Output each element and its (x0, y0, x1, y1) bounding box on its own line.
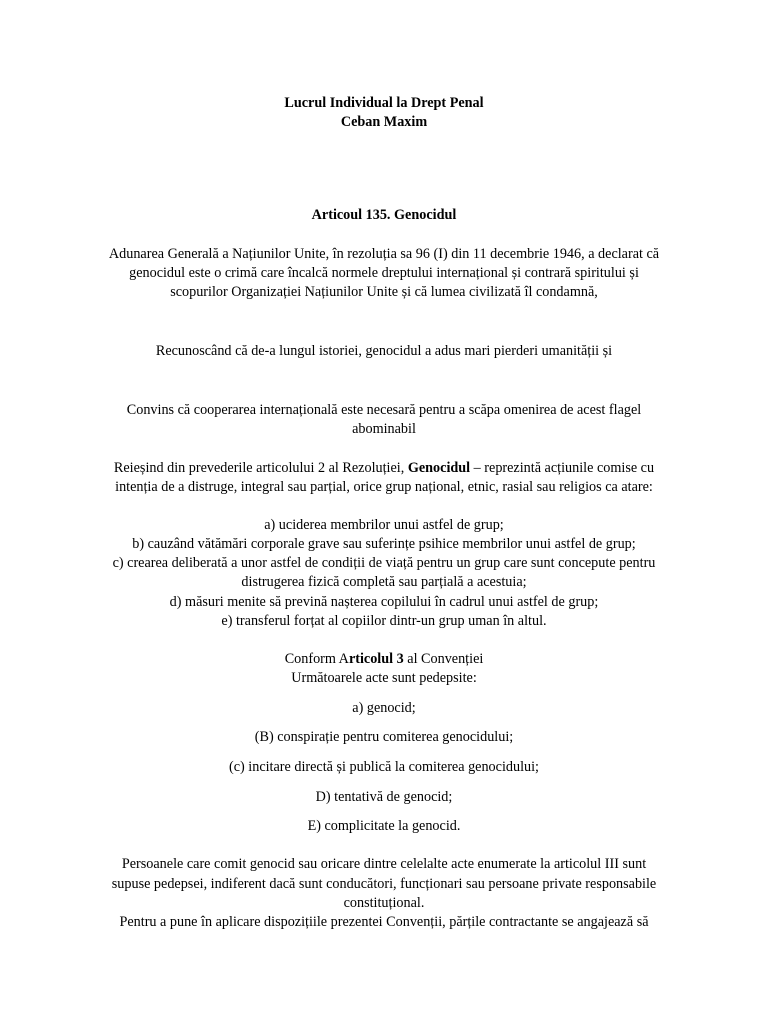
definition-post: – reprezintă acțiunile comise cu (470, 460, 655, 476)
punishable-item-b: (B) conspirație pentru comiterea genocidului; (254, 729, 514, 745)
recognizing-paragraph: Recunoscând că de-a lungul istoriei, genocidul a adus mari pierderi umanității și (155, 343, 613, 359)
article3-heading: Conform Articolul 3 al Convenției (284, 651, 484, 667)
acts-list-item-e: e) transferul forțat al copiilor dintr-un grup uman în altul. (221, 613, 547, 629)
punishable-item-d: D) tentativă de genocid; (315, 789, 453, 805)
acts-list-item-a: a) uciderea membrilor unui astfel de grup; (264, 517, 504, 533)
intro-line-3: scopurilor Organizației Națiunilor Unite și că lumea civilizată îl condamnă, (170, 284, 598, 300)
definition-term: Genocidul (407, 460, 471, 476)
definition-line-2: intenția de a distruge, integral sau parțial, orice grup național, etnic, rasial sau religios ca atare: (115, 479, 653, 495)
acts-list-item-b: b) cauzând vătămări corporale grave sau suferințe psihice membrilor unui astfel de grup; (132, 536, 636, 552)
intro-line-2: genocidul este o crimă care încalcă normele dreptului internațional și contrară spiritului și (129, 265, 639, 281)
convinced-line-2: abominabil (352, 421, 416, 437)
definition-line-1 (0, 459, 768, 478)
intro-line-1: Adunarea Generală a Națiunilor Unite, în rezoluția sa 96 (I) din 11 decembrie 1946, a declarat că (108, 246, 660, 262)
closing-line-4: Pentru a pune în aplicare dispozițiile prezentei Convenții, părțile contractante se angajează să (119, 914, 649, 930)
closing-line-2: supuse pedepsei, indiferent dacă sunt conducători, funcționari sau persoane private responsabile (111, 876, 657, 892)
convinced-line-1: Convins că cooperarea internațională este necesară pentru a scăpa omenirea de acest flagel (126, 402, 642, 418)
article-heading: Articoul 135. Genocidul (311, 207, 457, 223)
acts-list-item-c-line-2: distrugerea fizică completă sau parțială a acestuia; (241, 574, 527, 590)
acts-list-item-c-line-1: c) crearea deliberată a unor astfel de condiții de viață pentru un grup care sunt concepute pentru (112, 555, 656, 571)
acts-list-item-d: d) măsuri menite să prevină nașterea copilului în cadrul unui astfel de grup; (169, 594, 599, 610)
punishable-item-e: E) complicitate la genocid. (307, 818, 461, 834)
punishable-item-a: a) genocid; (352, 700, 416, 716)
document-author: Ceban Maxim (340, 114, 428, 130)
closing-line-1: Persoanele care comit genocid sau oricare dintre celelalte acte enumerate la articolul III sunt (121, 856, 647, 872)
punishable-item-c: (c) incitare directă și publică la comiterea genocidului; (228, 759, 539, 775)
article3-subtitle: Următoarele acte sunt pedepsite: (291, 670, 477, 686)
definition-pre: Reieșind din prevederile articolului 2 al Rezoluției, (113, 460, 408, 476)
closing-line-3: constituțional. (343, 895, 425, 911)
document-title: Lucrul Individual la Drept Penal (284, 95, 484, 111)
